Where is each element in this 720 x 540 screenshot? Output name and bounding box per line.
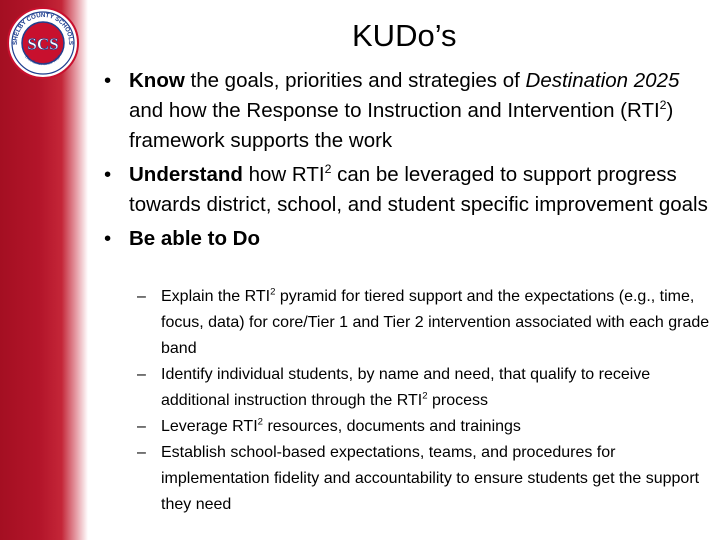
dash-glyph: – <box>137 444 146 461</box>
bullet-be-able-to-do <box>104 224 714 254</box>
bullet-glyph: • <box>104 163 112 186</box>
sub-bullet-identify: – Identify individual students, by name and need, that qualify to receive additional instruction through the RTI$^2$ process <box>137 362 712 414</box>
main-bullet-list <box>104 66 714 258</box>
dash-glyph: – <box>137 418 146 435</box>
scs-school-seal-logo <box>6 6 80 80</box>
sub-bullet-explain: – Explain the RTI$^2$ pyramid for tiered support and the expectations (e.g., time, focus, data) for core/Tier 1 and Tier 2 intervention associated with each grade band <box>137 284 712 362</box>
bullet-understand-bold: Understand <box>129 163 243 186</box>
bullet-understand: • Understand how RTI$^2$ can be leveraged to support progress towards district, school, and student specific improvement goals <box>104 160 714 220</box>
dash-glyph: – <box>137 366 146 383</box>
sub-bullet-establish: – Establish school-based expectations, teams, and procedures for implementation fidelity and accountability to ensure students get the support they need <box>137 440 712 518</box>
logo-bottom-text: Excellence since 1867 <box>24 54 62 67</box>
sub-bullet-list <box>137 284 712 518</box>
bullet-glyph: • <box>104 227 112 250</box>
logo-ring-text: SHELBY COUNTY SCHOOLS <box>11 11 75 46</box>
left-accent-bar <box>0 0 88 540</box>
logo-center-text: SCS <box>27 34 59 54</box>
slide-title: KUDo’s <box>352 18 457 53</box>
bullet-know: • Know the goals, priorities and strategies of Destination 2025 and how the Response to Instruction and Intervention (RTI$^2$) framework supports the work <box>104 66 714 156</box>
bullet-know-bold: Know <box>129 69 185 92</box>
dash-glyph: – <box>137 288 146 305</box>
bullet-glyph: • <box>104 69 112 92</box>
sub-bullet-leverage: – Leverage RTI$^2$ resources, documents and trainings <box>137 414 712 440</box>
bullet-do-bold: Be able to Do <box>129 227 260 250</box>
